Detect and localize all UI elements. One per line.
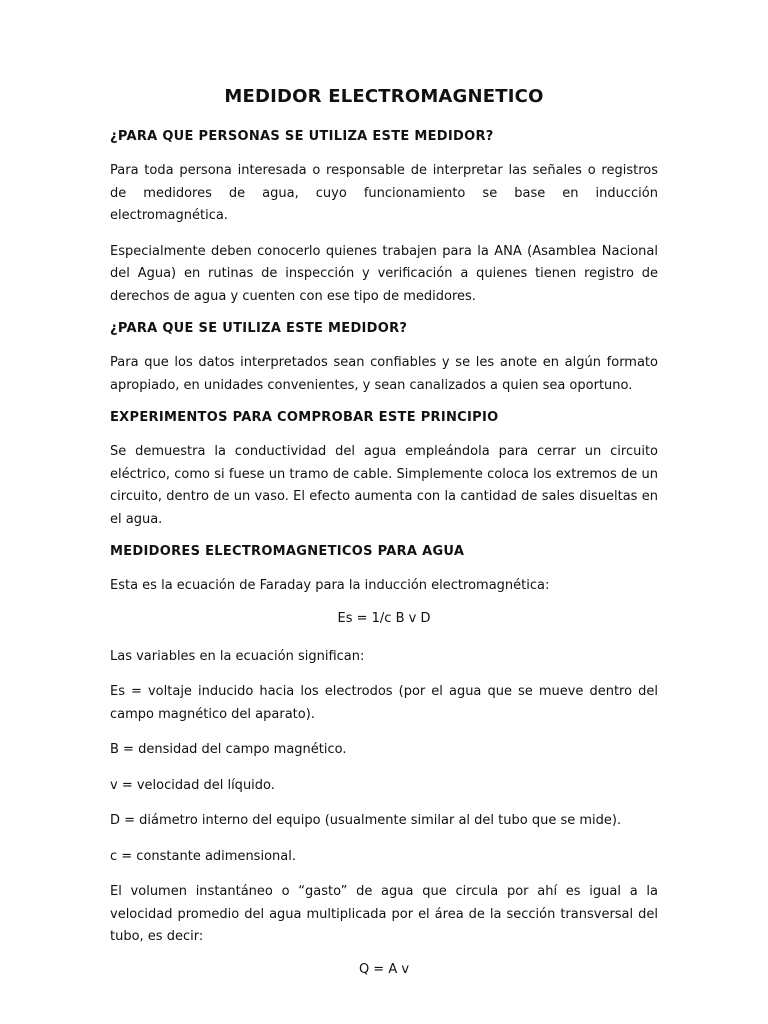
section-heading-experiments: EXPERIMENTOS PARA COMPROBAR ESTE PRINCIPIO <box>110 410 499 425</box>
paragraph-variable-d: D = diámetro interno del equipo (usualmente similar al del tubo que se mide). <box>110 813 622 828</box>
paragraph-who-1: Para toda persona interesada o responsable de interpretar las señales o registros de medidores de agua, cuyo funcionamiento se base en inducción electromagnética. <box>110 163 658 223</box>
paragraph-who-2: Especialmente deben conocerlo quienes trabajen para la ANA (Asamblea Nacional del Agua) en rutinas de inspección y verificación a quienes tienen registro de derechos de agua y cuenten con ese tipo de medidores. <box>110 243 658 304</box>
faraday-equation: Es = 1/c B v D <box>337 610 431 626</box>
paragraph-use: Para que los datos interpretados sean confiables y se les anote en algún formato apropiado, en unidades convenientes, y sean canalizados a quien sea oportuno. <box>110 355 658 393</box>
paragraph-variables-intro: Las variables en la ecuación significan: <box>110 648 365 664</box>
section-heading-who: ¿PARA QUE PERSONAS SE UTILIZA ESTE MEDIDOR? <box>110 129 494 144</box>
paragraph-experiments: Se demuestra la conductividad del agua empleándola para cerrar un circuito eléctrico, como si fuese un tramo de cable. Simplemente coloca los extremos de un circuito, dentro de un vaso. El efecto aumenta con la cantidad de sales disueltas en el agua. <box>110 444 658 527</box>
paragraph-variable-v: v = velocidad del líquido. <box>110 777 275 793</box>
paragraph-variable-b: B = densidad del campo magnético. <box>110 742 347 757</box>
paragraph-variable-c: c = constante adimensional. <box>110 848 296 864</box>
document-page <box>110 86 658 977</box>
section-heading-meters: MEDIDORES ELECTROMAGNETICOS PARA AGUA <box>110 544 465 559</box>
document-title: MEDIDOR ELECTROMAGNETICO <box>224 86 544 107</box>
paragraph-variable-es: Es = voltaje inducido hacia los electrodos (por el agua que se mueve dentro del campo magnético del aparato). <box>110 684 658 722</box>
section-heading-use: ¿PARA QUE SE UTILIZA ESTE MEDIDOR? <box>110 321 408 336</box>
paragraph-flow: El volumen instantáneo o “gasto” de agua que circula por ahí es igual a la velocidad promedio del agua multiplicada por el área de la sección transversal del tubo, es decir: <box>110 884 658 944</box>
paragraph-faraday-intro: Esta es la ecuación de Faraday para la inducción electromagnética: <box>110 578 550 593</box>
flow-equation: Q = A v <box>358 961 410 977</box>
